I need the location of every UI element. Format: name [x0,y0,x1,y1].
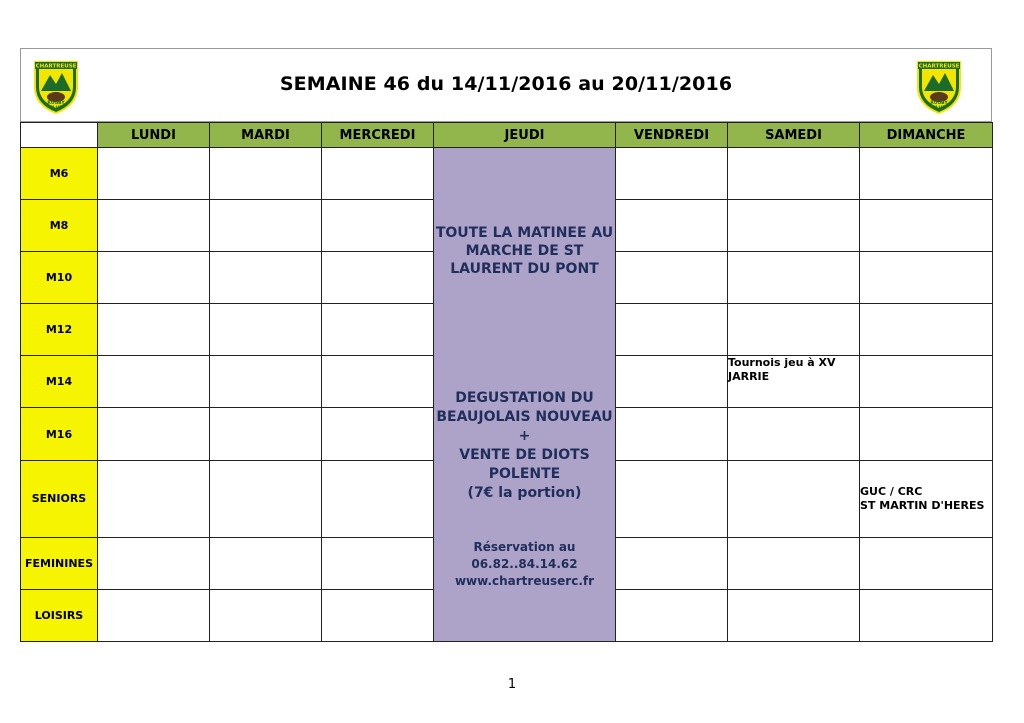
category-feminines: FEMININES [21,537,98,589]
cell [616,148,728,200]
cell [98,589,210,641]
cell [98,252,210,304]
cell [616,589,728,641]
cell [860,200,993,252]
category-m16: M16 [21,408,98,460]
day-header-vendredi: VENDREDI [616,123,728,148]
svg-text:RUGBY: RUGBY [930,101,948,106]
page-header [20,48,992,122]
day-header-lundi: LUNDI [98,123,210,148]
cell [728,200,860,252]
cell [728,304,860,356]
cell [728,589,860,641]
club-logo-icon [915,57,963,115]
jeudi-reservation-text: Réservation au 06.82..84.14.62 www.chartreuserc.fr [434,539,615,590]
cell [210,408,322,460]
cell [322,356,434,408]
day-header-jeudi: JEUDI [434,123,616,148]
cell [322,408,434,460]
jeudi-event-block [434,148,616,642]
day-header-mercredi: MERCREDI [322,123,434,148]
event-dimanche-seniors: GUC / CRC ST MARTIN D'HERES [860,460,993,537]
cell [322,148,434,200]
jeudi-market-text: TOUTE LA MATINEE AU MARCHE DE ST LAURENT DU PONT [435,225,614,277]
svg-text:CHARTREUSE: CHARTREUSE [918,63,960,70]
cell [860,304,993,356]
cell [322,589,434,641]
cell [616,304,728,356]
cell [860,148,993,200]
cell [210,356,322,408]
category-loisirs: LOISIRS [21,589,98,641]
cell [616,200,728,252]
cell [616,408,728,460]
cell [210,304,322,356]
cell [210,148,322,200]
website-link[interactable]: www.chartreuserc.fr [454,574,595,588]
cell [210,589,322,641]
page-number: 1 [507,677,517,692]
cell [322,304,434,356]
category-m8: M8 [21,200,98,252]
cell [98,304,210,356]
cell [616,356,728,408]
category-seniors: SENIORS [21,460,98,537]
svg-text:CHARTREUSE: CHARTREUSE [35,63,77,70]
day-header-mardi: MARDI [210,123,322,148]
cell [322,200,434,252]
cell [210,252,322,304]
cell [98,537,210,589]
cell [210,537,322,589]
day-header-samedi: SAMEDI [728,123,860,148]
cell [728,252,860,304]
cell [322,537,434,589]
cell [728,408,860,460]
schedule-table [20,122,993,642]
corner-cell [21,123,98,148]
cell [616,537,728,589]
cell [728,537,860,589]
svg-text:CLUB: CLUB [932,106,946,111]
day-header-row [21,123,993,148]
cell [616,460,728,537]
cell [98,356,210,408]
event-samedi-m14: Tournois jeu à XV JARRIE [728,356,860,408]
cell [860,589,993,641]
cell [210,200,322,252]
cell [98,148,210,200]
cell [98,460,210,537]
cell [728,460,860,537]
day-header-dimanche: DIMANCHE [860,123,993,148]
cell [728,148,860,200]
cell [860,408,993,460]
table-row [21,148,993,200]
cell [860,356,993,408]
category-m14: M14 [21,356,98,408]
cell [322,252,434,304]
category-m10: M10 [21,252,98,304]
cell [322,460,434,537]
cell [616,252,728,304]
jeudi-tasting-text: DEGUSTATION DU BEAUJOLAIS NOUVEAU + VENTE DE DIOTS POLENTE (7€ la portion) [436,390,613,501]
svg-text:RUGBY: RUGBY [47,101,65,106]
category-m12: M12 [21,304,98,356]
category-m6: M6 [21,148,98,200]
svg-text:CLUB: CLUB [49,106,63,111]
cell [860,537,993,589]
page-title: SEMAINE 46 du 14/11/2016 au 20/11/2016 [279,73,733,95]
cell [98,408,210,460]
cell [210,460,322,537]
cell [860,252,993,304]
cell [98,200,210,252]
